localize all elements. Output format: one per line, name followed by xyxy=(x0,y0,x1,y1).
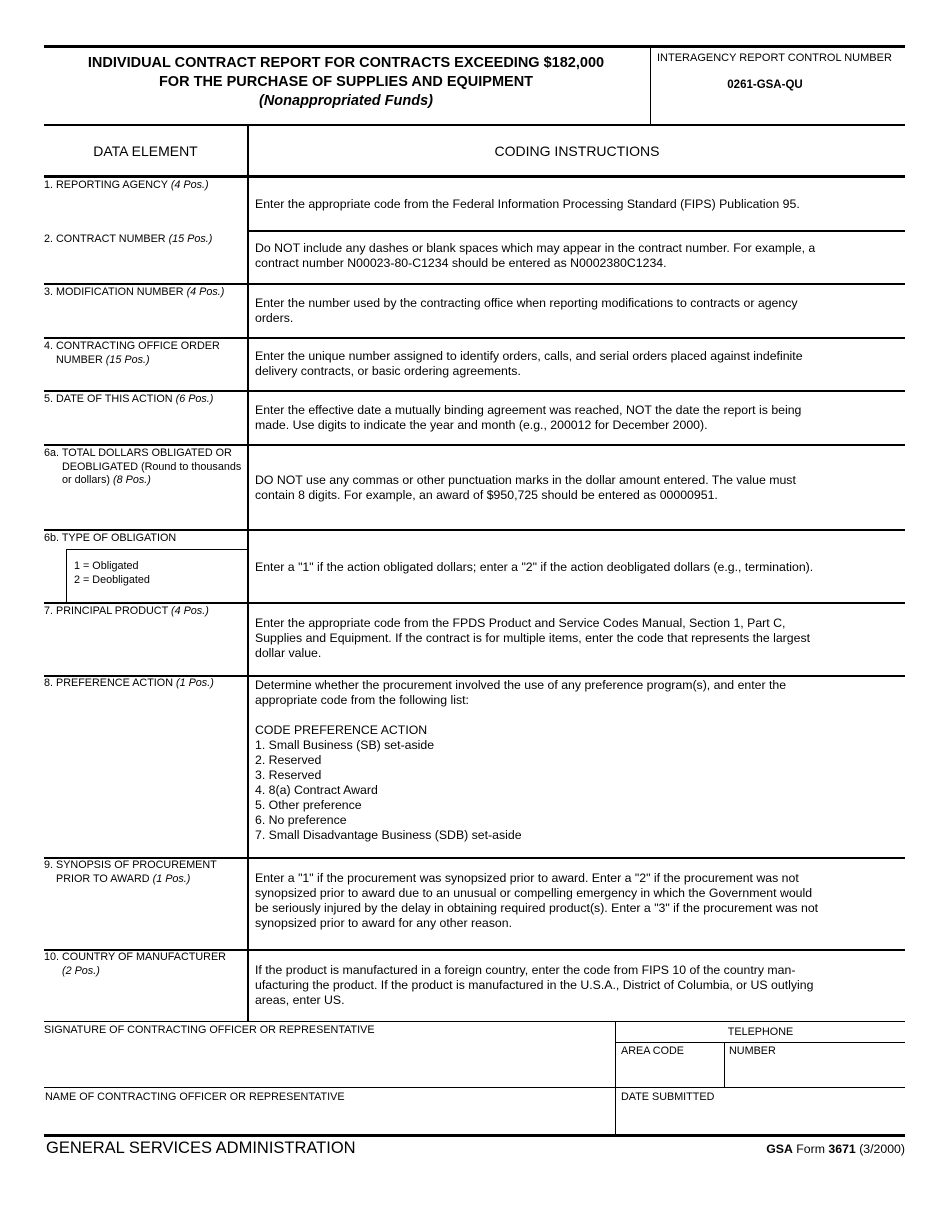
footer-border xyxy=(44,1134,905,1137)
signature-field-label: SIGNATURE OF CONTRACTING OFFICER OR REPRESENTATIVE xyxy=(44,1024,375,1036)
instruction-type-of-obligation: Enter a "1" if the action obligated dollars; enter a "2" if the action deobligated dollars (e.g., termination). xyxy=(255,560,814,574)
column-header-coding-instructions: CODING INSTRUCTIONS xyxy=(494,143,660,159)
row-divider xyxy=(249,230,905,232)
officer-name-field[interactable]: NAME OF CONTRACTING OFFICER OR REPRESENTATIVE xyxy=(45,1091,345,1103)
control-number-value: 0261-GSA-QU xyxy=(727,79,803,91)
area-code-field[interactable]: AREA CODE xyxy=(621,1045,684,1057)
preference-code: 7. Small Disadvantage Business (SDB) set-aside xyxy=(255,828,522,842)
row-divider xyxy=(44,390,905,392)
instruction-total-dollars: DO NOT use any commas or other punctuation marks in the dollar amount entered. The value must contain 8 digits. For example, an award of $950,725 should be entered as 00000951. xyxy=(255,473,796,502)
instruction-order-number: Enter the unique number assigned to identify orders, calls, and serial orders placed against indefinite delivery contracts, or basic ordering agreements. xyxy=(255,349,803,378)
telephone-label: TELEPHONE xyxy=(727,1026,794,1038)
header-bottom-border xyxy=(44,124,905,126)
preference-code: 2. Reserved xyxy=(255,753,322,767)
row-divider xyxy=(44,602,905,604)
form-title xyxy=(44,54,648,111)
instruction-principal-product: Enter the appropriate code from the FPDS Product and Service Codes Manual, Section 1, Part C, Supplies and Equipment. If the contract is for multiple items, enter the code that represents the largest dollar value. xyxy=(255,616,811,660)
row-divider xyxy=(44,337,905,339)
control-number-label: INTERAGENCY REPORT CONTROL NUMBER xyxy=(657,52,892,64)
title-line-1: INDIVIDUAL CONTRACT REPORT FOR CONTRACTS EXCEEDING $182,000 xyxy=(87,55,605,71)
column-header-data-element: DATA ELEMENT xyxy=(93,143,198,159)
instruction-contract-number: Do NOT include any dashes or blank spaces which may appear in the contract number. For example, a contract number N00023-80-C1234 should be entered as N0002380C1234. xyxy=(255,241,816,270)
instruction-date-of-action: Enter the effective date a mutually binding agreement was reached, NOT the date the report is being made. Use digits to indicate the year and month (e.g., 200012 for December 2000). xyxy=(255,403,802,432)
signature-divider xyxy=(615,1022,616,1134)
data-element-country-of-manufacturer: 10. COUNTRY OF MANUFACTURER (2 Pos.) xyxy=(44,951,226,977)
obligation-options: 1 = Obligated 2 = Deobligated xyxy=(74,560,150,586)
row-divider xyxy=(44,444,905,446)
data-element-preference-action: 8. PREFERENCE ACTION (1 Pos.) xyxy=(44,677,214,689)
data-element-modification-number: 3. MODIFICATION NUMBER (4 Pos.) xyxy=(44,286,225,298)
preference-code: 3. Reserved xyxy=(255,768,322,782)
agency-name: GENERAL SERVICES ADMINISTRATION xyxy=(46,1139,356,1157)
instruction-country-of-manufacturer: If the product is manufactured in a foreign country, enter the code from FIPS 10 of the country man- ufacturing the product. If the product is manufactured in the U.S.A., District of Columbia, or US outlying areas, enter US. xyxy=(255,963,814,1007)
sub-row-indent-line xyxy=(66,549,67,602)
area-code-divider xyxy=(724,1042,725,1088)
row-divider xyxy=(44,1021,905,1022)
preference-code: 6. No preference xyxy=(255,813,347,827)
row-divider xyxy=(44,529,905,531)
instruction-preference-action: Determine whether the procurement involved the use of any preference program(s), and enter the appropriate code from the following list: CODE PREFERENCE ACTION 1. Small Business (SB) set-aside 2. Reserved 3. Reserved 4. 8(a) Contract Award 5. Other preference 6. No preference 7. Small Disadvantage Business (SDB) set-aside xyxy=(255,678,895,843)
data-element-order-number: 4. CONTRACTING OFFICE ORDER NUMBER (15 Pos.) xyxy=(44,340,220,366)
top-border xyxy=(44,45,905,48)
data-element-total-dollars: 6a. TOTAL DOLLARS OBLIGATED OR DEOBLIGATED (Round to thousands or dollars) (8 Pos.) xyxy=(44,447,242,486)
instruction-modification-number: Enter the number used by the contracting office when reporting modifications to contracts or agency orders. xyxy=(255,296,798,325)
data-element-reporting-agency: 1. REPORTING AGENCY (4 Pos.) xyxy=(44,179,209,191)
instruction-synopsis: Enter a "1" if the procurement was synopsized prior to award. Enter a "2" if the procurement was not synopsized prior to award due to an unusual or compelling emergency in which the Government would be seriously injured by the delay in obtaining required product(s). Enter a "3" if the procurement was not synopsized prior to award for any other reason. xyxy=(255,871,819,930)
column-header-border xyxy=(44,175,905,178)
signature-row-divider xyxy=(44,1087,905,1088)
sub-row-divider xyxy=(66,549,247,550)
preference-code: 4. 8(a) Contract Award xyxy=(255,783,378,797)
date-submitted-field[interactable]: DATE SUBMITTED xyxy=(621,1091,715,1103)
preference-code-list-header: CODE PREFERENCE ACTION xyxy=(255,723,428,737)
data-element-synopsis: 9. SYNOPSIS OF PROCUREMENT PRIOR TO AWARD (1 Pos.) xyxy=(44,859,217,885)
form-number: GSA Form 3671 (3/2000) xyxy=(766,1142,905,1156)
instruction-reporting-agency: Enter the appropriate code from the Federal Information Processing Standard (FIPS) Publication 95. xyxy=(255,197,800,211)
column-divider xyxy=(247,126,249,1021)
row-divider xyxy=(44,283,905,285)
preference-code: 5. Other preference xyxy=(255,798,362,812)
phone-number-field[interactable]: NUMBER xyxy=(729,1045,776,1057)
data-element-contract-number: 2. CONTRACT NUMBER (15 Pos.) xyxy=(44,233,213,245)
data-element-principal-product: 7. PRINCIPAL PRODUCT (4 Pos.) xyxy=(44,605,209,617)
preference-code: 1. Small Business (SB) set-aside xyxy=(255,738,435,752)
data-element-date-of-action: 5. DATE OF THIS ACTION (6 Pos.) xyxy=(44,393,214,405)
title-line-2: FOR THE PURCHASE OF SUPPLIES AND EQUIPMENT xyxy=(158,74,534,90)
telephone-divider xyxy=(615,1042,905,1043)
data-element-type-of-obligation: 6b. TYPE OF OBLIGATION xyxy=(44,532,177,544)
title-line-3: (Nonappropriated Funds) xyxy=(259,93,433,109)
